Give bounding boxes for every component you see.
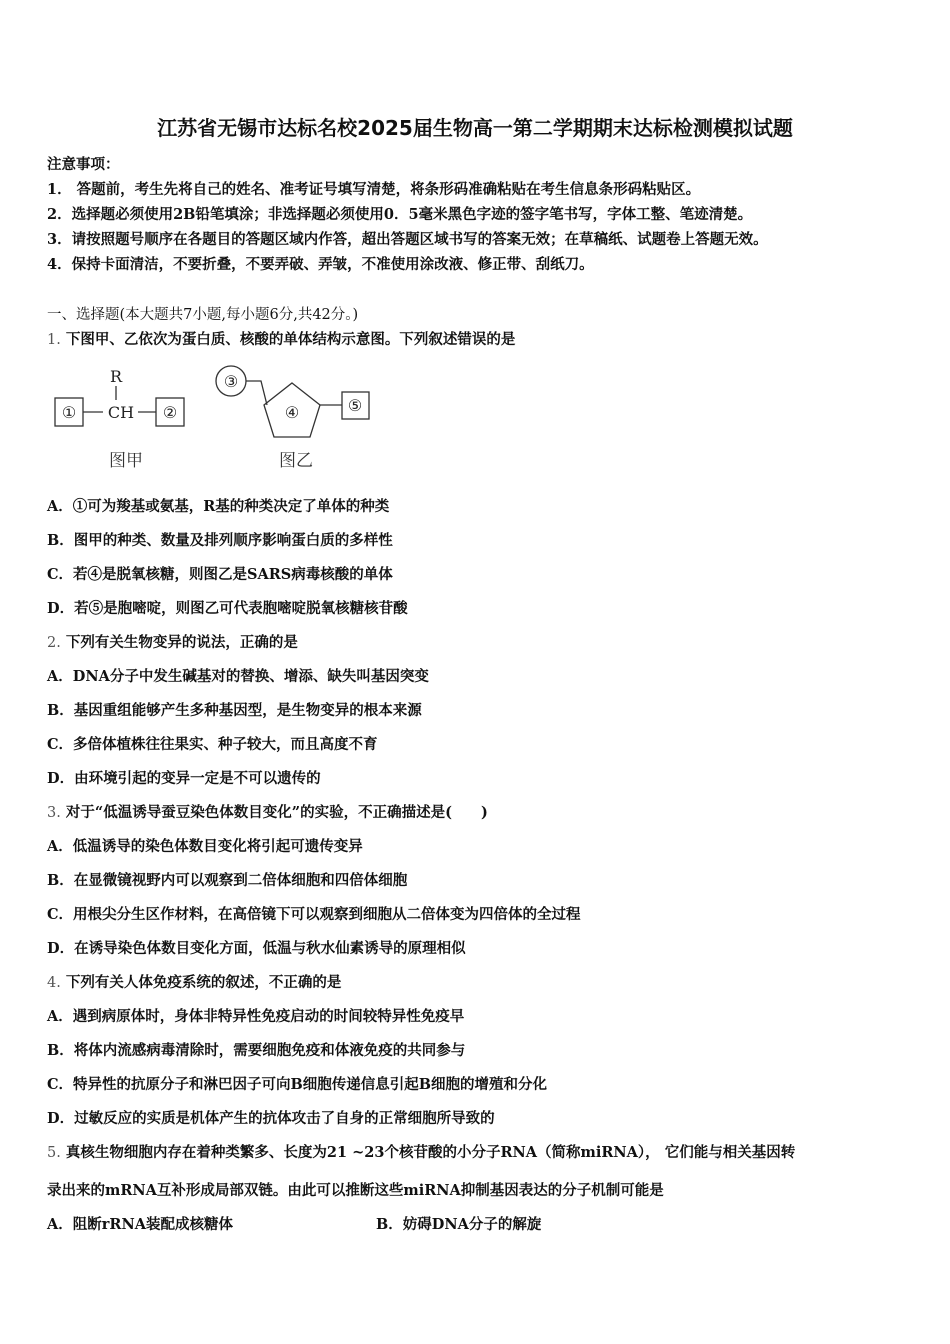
option-b: B．基因重组能够产生多种基因型，是生物变异的根本来源 — [47, 702, 422, 719]
option-d: D．若⑤是胞嘧啶，则图乙可代表胞嘧啶脱氧核糖核苷酸 — [47, 600, 408, 617]
question-text: 下图甲、乙依次为蛋白质、核酸的单体结构示意图。下列叙述错误的是 — [65, 331, 516, 348]
option-c: C．多倍体植株往往果实、种子较大，而且高度不育 — [47, 736, 378, 753]
option-a: A．低温诱导的染色体数目变化将引起可遗传变异 — [47, 838, 363, 855]
ch-label: CH — [107, 403, 135, 422]
notice-heading: 注意事项： — [47, 156, 120, 173]
question-text: 对于“低温诱导蚕豆染色体数目变化”的实验，不正确描述是( ) — [65, 804, 488, 821]
label-2: ② — [162, 403, 178, 422]
question-stem — [47, 1141, 795, 1162]
question-number: 5. — [47, 1145, 61, 1161]
label-3: ③ — [223, 372, 239, 391]
question-stem — [47, 631, 298, 652]
option-d: D．在诱导染色体数目变化方面，低温与秋水仙素诱导的原理相似 — [47, 940, 466, 957]
option-b: B．妨碍DNA分子的解旋 — [376, 1216, 542, 1233]
label-1: ① — [61, 403, 77, 422]
question-stem — [47, 971, 341, 992]
question-stem — [47, 328, 515, 349]
monomer-structure-figure — [45, 360, 385, 475]
bond-line — [246, 381, 267, 405]
r-group-label: R — [109, 367, 123, 386]
option-b: B．在显微镜视野内可以观察到二倍体细胞和四倍体细胞 — [47, 872, 408, 889]
notice-item: 3．请按照题号顺序在各题目的答题区域内作答，超出答题区域书写的答案无效；在草稿纸、试题卷上答题无效。 — [47, 231, 768, 248]
figure-a-caption: 图甲 — [109, 451, 143, 471]
notice-item: 4．保持卡面清洁，不要折叠，不要弄破、弄皱，不准使用涂改液、修正带、刮纸刀。 — [47, 256, 594, 273]
label-4: ④ — [284, 403, 300, 422]
notice-item: 1． 答题前，考生先将自己的姓名、准考证号填写清楚，将条形码准确粘贴在考生信息条形码粘贴区。 — [47, 181, 701, 198]
option-a: A．①可为羧基或氨基，R基的种类决定了单体的种类 — [47, 498, 390, 515]
question-number: 3. — [47, 805, 61, 821]
option-a: A．阻断rRNA装配成核糖体 — [47, 1216, 233, 1233]
section-heading: 一、选择题(本大题共7小题,每小题6分,共42分。) — [47, 307, 359, 323]
option-c: C．若④是脱氧核糖，则图乙是SARS病毒核酸的单体 — [47, 566, 393, 583]
option-c: C．用根尖分生区作材料，在高倍镜下可以观察到细胞从二倍体变为四倍体的全过程 — [47, 906, 581, 923]
option-a: A．DNA分子中发生碱基对的替换、增添、缺失叫基因突变 — [47, 668, 429, 685]
option-a: A．遇到病原体时，身体非特异性免疫启动的时间较特异性免疫早 — [47, 1008, 465, 1025]
question-number: 1. — [47, 332, 61, 348]
option-c: C．特异性的抗原分子和淋巴因子可向B细胞传递信息引起B细胞的增殖和分化 — [47, 1076, 548, 1093]
page-title: 江苏省无锡市达标名校2025届生物高一第二学期期末达标检测模拟试题 — [157, 116, 793, 140]
figure-b-caption: 图乙 — [279, 451, 313, 471]
label-5: ⑤ — [347, 396, 363, 415]
option-d: D．由环境引起的变异一定是不可以遗传的 — [47, 770, 321, 787]
question-number: 2. — [47, 635, 61, 651]
question-stem-continued: 录出来的mRNA互补形成局部双链。由此可以推断这些miRNA抑制基因表达的分子机制可能是 — [47, 1182, 664, 1199]
question-text: 下列有关人体免疫系统的叙述，不正确的是 — [65, 974, 342, 991]
question-number: 4. — [47, 975, 61, 991]
question-text: 下列有关生物变异的说法，正确的是 — [65, 634, 298, 651]
question-stem — [47, 801, 488, 822]
option-b: B．将体内流感病毒清除时，需要细胞免疫和体液免疫的共同参与 — [47, 1042, 466, 1059]
option-d: D．过敏反应的实质是机体产生的抗体攻击了自身的正常细胞所导致的 — [47, 1110, 495, 1127]
option-b: B．图甲的种类、数量及排列顺序影响蛋白质的多样性 — [47, 532, 393, 549]
question-text: 真核生物细胞内存在着种类繁多、长度为21 ~23个核苷酸的小分子RNA（简称miRNA）， 它们能与相关基因转 — [65, 1144, 796, 1161]
notice-item: 2．选择题必须使用2B铅笔填涂；非选择题必须使用0．5毫米黑色字迹的签字笔书写，字体工整、笔迹清楚。 — [47, 206, 753, 223]
